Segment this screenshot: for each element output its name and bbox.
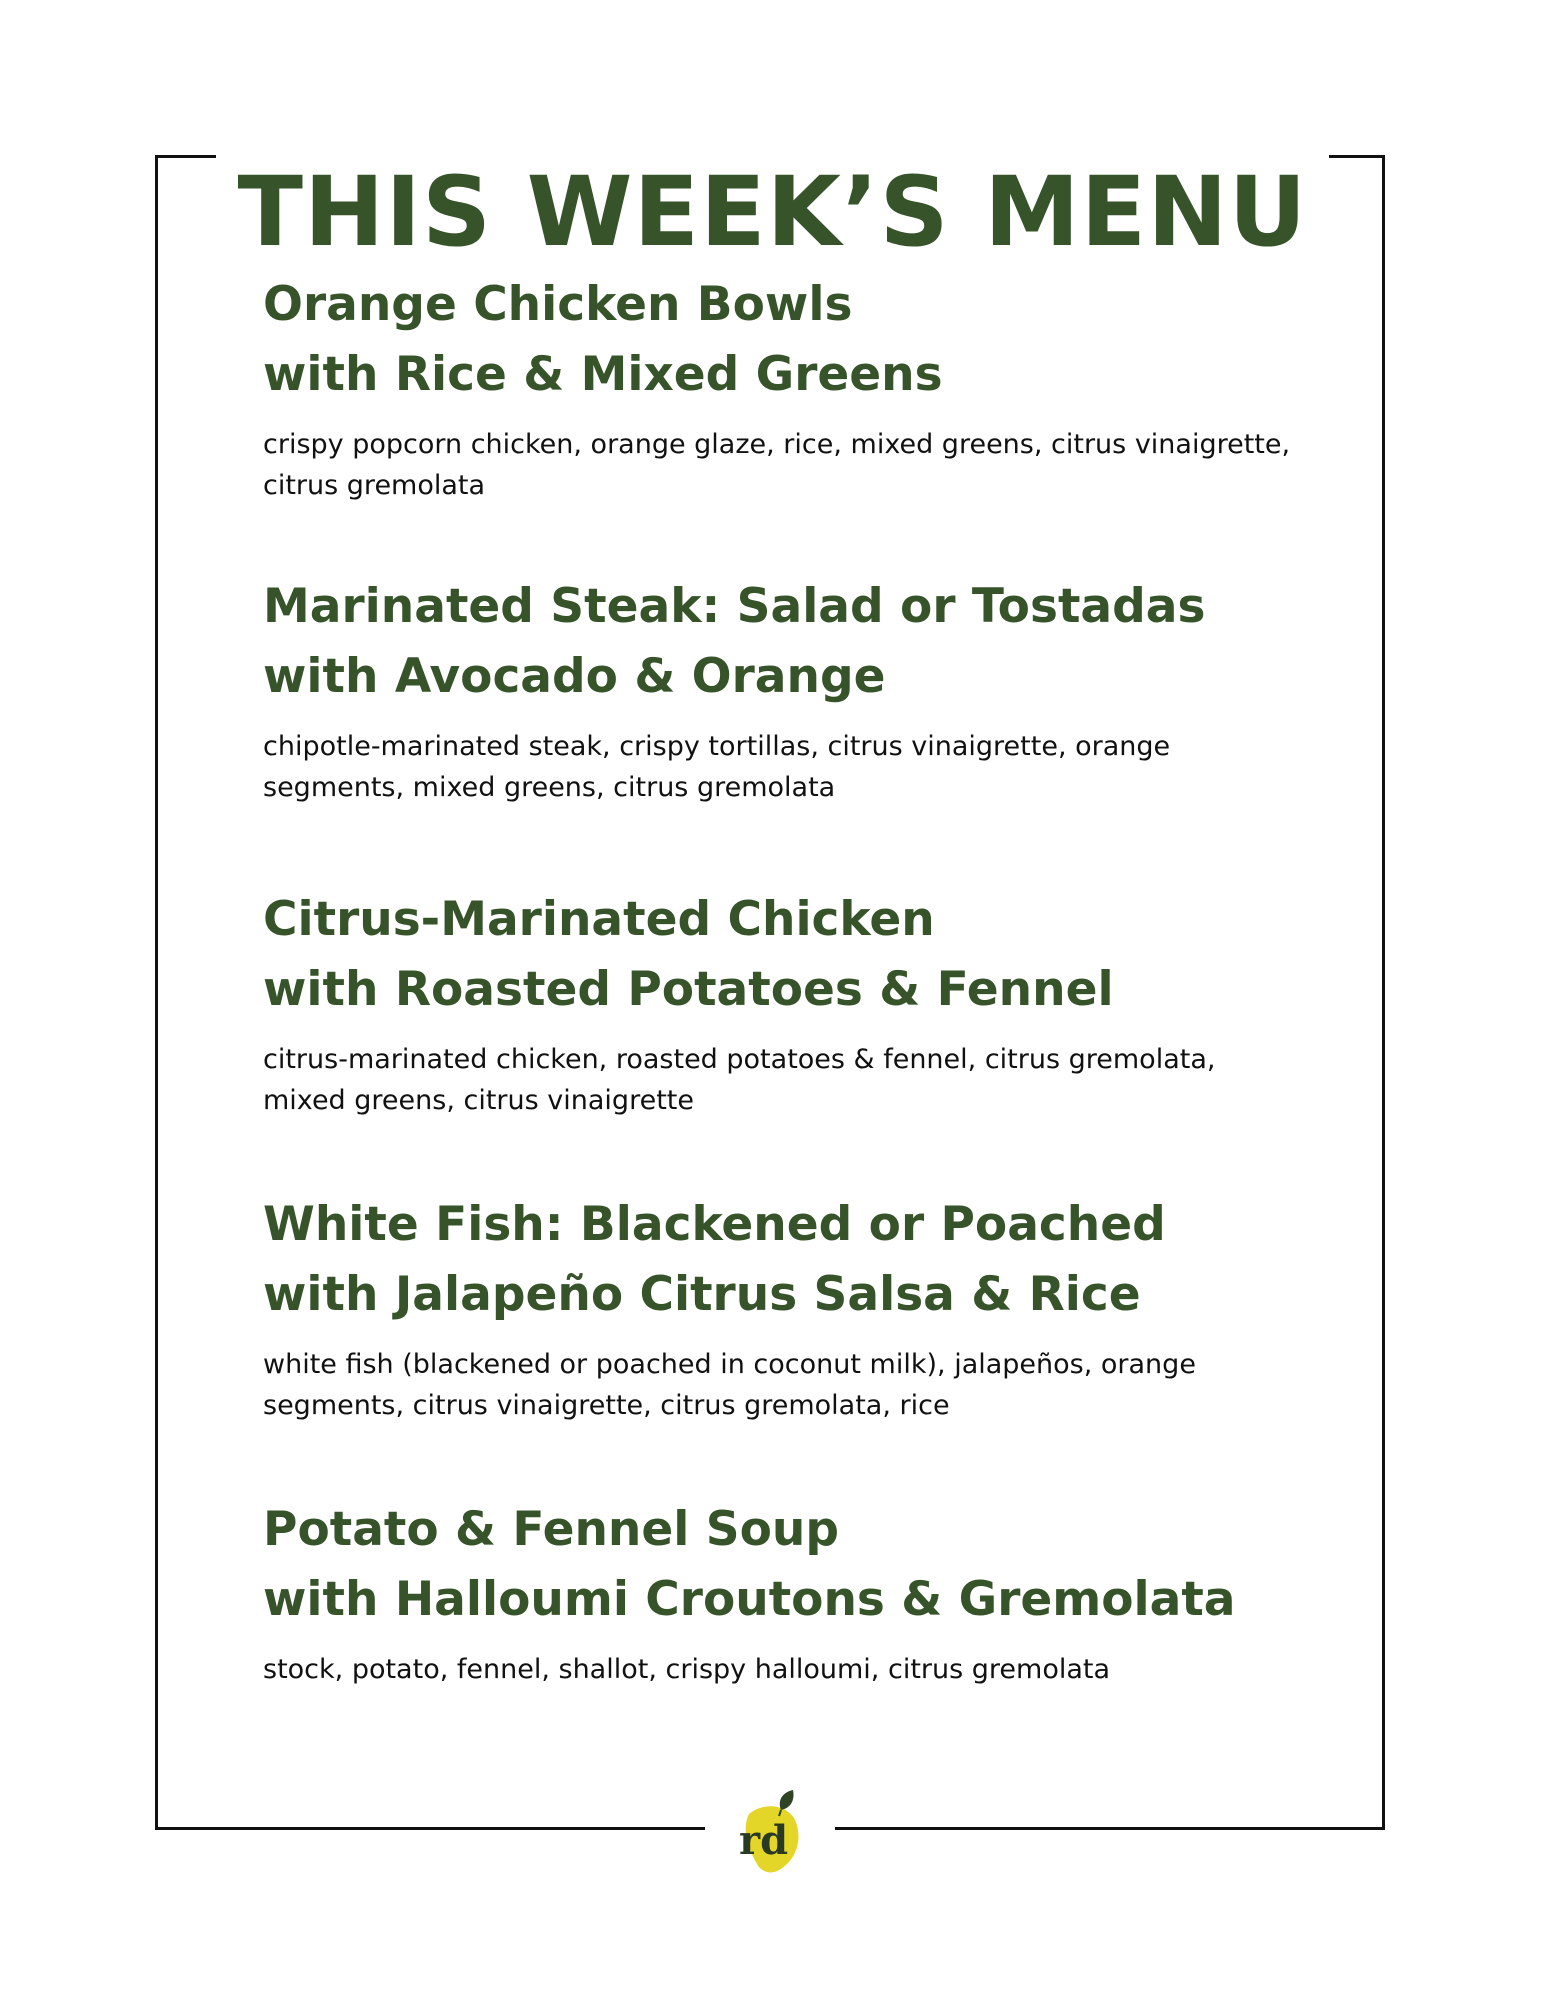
- menu-item-marinated-steak: [263, 572, 1303, 808]
- dish-description: citrus-marinated chicken, roasted potatoes & fennel, citrus gremolata, mixed greens, citrus vinaigrette: [263, 1044, 1216, 1116]
- logo-text: rd: [739, 1817, 789, 1864]
- dish-name-line2: with Halloumi Croutons & Gremolata: [263, 1572, 1236, 1627]
- dish-name: [263, 1190, 1303, 1330]
- dish-name: [263, 1495, 1303, 1635]
- dish-description: crispy popcorn chicken, orange glaze, rice, mixed greens, citrus vinaigrette, citrus gremolata: [263, 429, 1291, 501]
- dish-name-line2: with Avocado & Orange: [263, 649, 886, 704]
- dish-name-line2: with Rice & Mixed Greens: [263, 347, 943, 402]
- dish-name-line1: Potato & Fennel Soup: [263, 1502, 839, 1557]
- dish-name-line1: Orange Chicken Bowls: [263, 277, 853, 332]
- page-title: THIS WEEK’S MENU: [216, 152, 1330, 272]
- dish-description: stock, potato, fennel, shallot, crispy halloumi, citrus gremolata: [263, 1654, 1111, 1685]
- menu-item-white-fish: [263, 1190, 1303, 1426]
- dish-description: chipotle-marinated steak, crispy tortillas, citrus vinaigrette, orange segments, mixed greens, citrus gremolata: [263, 731, 1171, 803]
- dish-name-line1: Marinated Steak: Salad or Tostadas: [263, 579, 1206, 634]
- lemon-logo-icon: [735, 1788, 805, 1878]
- dish-name-line1: Citrus-Marinated Chicken: [263, 892, 935, 947]
- dish-name: [263, 885, 1303, 1025]
- menu-item-orange-chicken: [263, 270, 1303, 506]
- dish-name-line2: with Roasted Potatoes & Fennel: [263, 962, 1114, 1017]
- footer-logo: [705, 1788, 835, 1878]
- dish-name-line1: White Fish: Blackened or Poached: [263, 1197, 1166, 1252]
- menu-item-potato-soup: [263, 1495, 1303, 1690]
- dish-name: [263, 572, 1303, 712]
- dish-name: [263, 270, 1303, 410]
- menu-item-citrus-chicken: [263, 885, 1303, 1121]
- dish-name-line2: with Jalapeño Citrus Salsa & Rice: [263, 1267, 1141, 1322]
- dish-description: white fish (blackened or poached in coconut milk), jalapeños, orange segments, citrus vinaigrette, citrus gremolata, rice: [263, 1349, 1196, 1421]
